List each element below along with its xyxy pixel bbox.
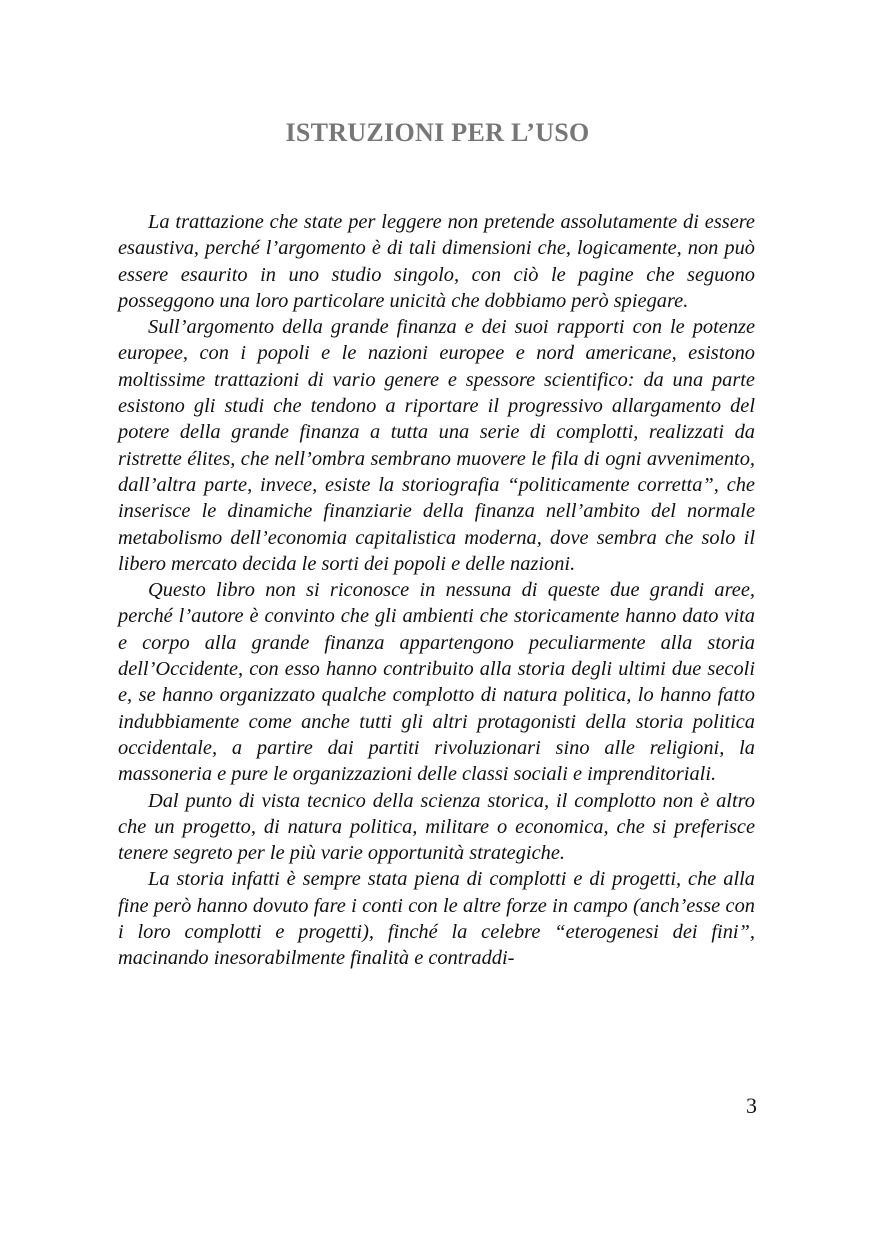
paragraph-3: Questo libro non si riconosce in nessuna di queste due grandi aree, perché l’autore è convinto che gli ambienti che storicamente hanno dato vita e corpo alla grande finanza appartengono peculiarmente alla storia dell’Occidente, con esso hanno contribuito alla storia degli ultimi due secoli e, se hanno organizzato qualche complotto di natura politica, lo hanno fatto indubbiamente come anche tutti gli altri protagonisti della storia politica occidentale, a partire dai partiti rivoluzionari sino alle religioni, la massoneria e pure le organizzazioni delle classi sociali e imprenditoriali. — [118, 579, 755, 786]
paragraph-4: Dal punto di vista tecnico della scienza storica, il complotto non è altro che un progetto, di natura politica, militare o economica, che si preferisce tenere segreto per le più varie opportunità strategiche. — [118, 789, 755, 865]
chapter-body — [118, 209, 755, 972]
page-number: 3 — [746, 1093, 757, 1118]
paragraph-5: La storia infatti è sempre stata piena di complotti e di progetti, che alla fine però hanno dovuto fare i conti con le altre forze in campo (anch’esse con i loro complotti e progetti), finché la celebre “eterogenesi dei fini”, macinando inesorabilmente finalità e contraddi- — [118, 868, 755, 970]
paragraph-1: La trattazione che state per leggere non pretende assolutamente di essere esaustiva, perché l’argomento è di tali dimensioni che, logicamente, non può essere esaurito in uno studio singolo, con ciò le pagine che seguono posseggono una loro particolare unicità che dobbiamo però spiegare. — [118, 211, 755, 312]
chapter-title: ISTRUZIONI PER L’USO — [285, 118, 590, 147]
paragraph-2: Sull’argomento della grande finanza e dei suoi rapporti con le potenze europee, con i popoli e le nazioni europee e nord americane, esistono moltissime trattazioni di vario genere e spessore scientifico: da una parte esistono gli studi che tendono a riportare il progressivo allargamento del potere della grande finanza a tutta una serie di complotti, realizzati da ristrette élites, che nell’ombra sembrano muovere le fila di ogni avvenimento, dall’altra parte, invece, esiste la storiografia “politicamente corretta”, che inserisce le dinamiche finanziarie della finanza nell’ambito del normale metabolismo dell’economia capitalistica moderna, dove sembra che solo il libero mercato decida le sorti dei popoli e delle nazioni. — [118, 316, 755, 575]
